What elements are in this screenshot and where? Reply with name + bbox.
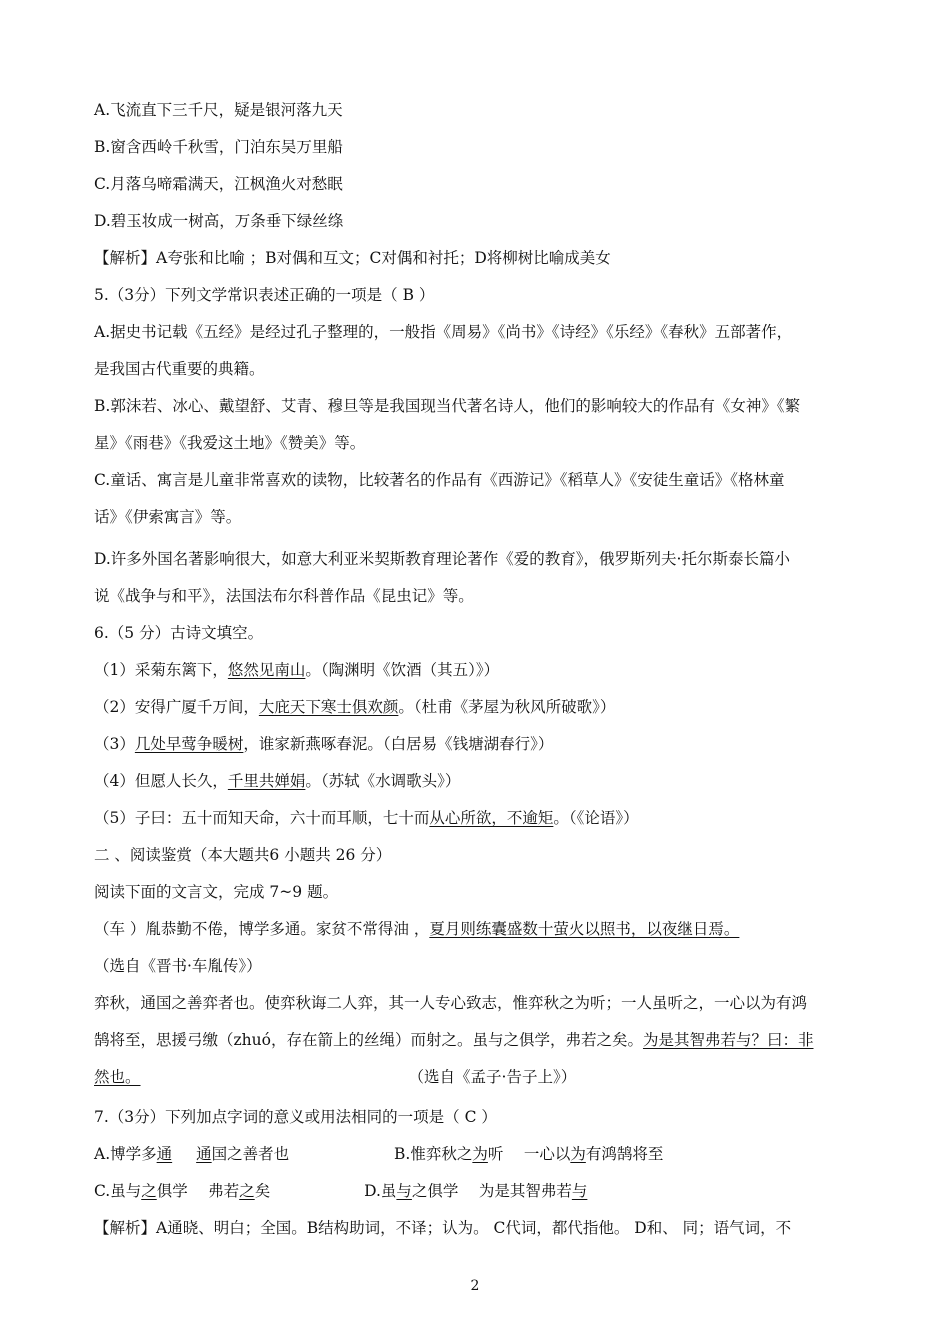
page-number: 2 [470,1278,480,1294]
passage-1-source: （选自《晋书·车胤传》） [94,957,262,975]
poem-fill-4-answer: 千里共婵娟 [227,772,306,790]
poem-fill-3-prompt: （3） [94,735,135,753]
q7-option-c [94,1182,270,1200]
poem-fill-2-answer: 大庇天下寒士俱欢颜 [258,698,399,716]
poem-fill-2-prompt: （2）安得广厦千万间， [94,698,259,716]
poem-fill-4 [94,771,460,791]
passage-1-underlined: 夏月则练囊盛数十萤火以照书，以夜继日焉。 [429,920,740,938]
poem-fill-5-answer: 从心所欲，不逾矩 [429,809,554,827]
q7-b-word2: 为 [570,1145,586,1163]
q7-option-b [394,1145,663,1163]
q7-b-word1: 为 [472,1145,488,1163]
poem-fill-3-source: ，谁家新燕啄春泥。（白居易《钱塘湖春行》） [243,735,554,753]
option-c: C.月落乌啼霜满天，江枫渔火对愁眠 [94,175,343,193]
q7-c-label: C.虽与 [94,1182,142,1200]
reading-instruction: 阅读下面的文言文，完成 7~9 题。 [94,883,339,901]
poem-fill-3 [94,734,553,754]
question-5: 5.（3分）下列文学常识表述正确的一项是（ B ） [94,286,435,304]
passage-1-text: （车 ）胤恭勤不倦，博学多通。家贫不常得油 ， [94,920,430,938]
passage-2-underlined-end: 然也。 [94,1068,141,1086]
passage-1 [94,919,739,939]
q5-option-d-line2: 说《战争与和平》，法国法布尔科普作品《昆虫记》等。 [94,587,474,605]
q7-d-word1: 与 [396,1182,412,1200]
q7-a-word2: 通 [196,1145,212,1163]
poem-fill-4-prompt: （4）但愿人长久， [94,772,228,790]
poem-fill-3-answer: 几处早莺争暖树 [134,735,244,753]
option-a: A.飞流直下三千尺，疑是银河落九天 [94,101,343,119]
poem-fill-1-source: 。（陶渊明《饮酒（其五）》） [305,661,500,679]
q7-options-ab [94,1144,663,1164]
q5-option-c-line1: C.童话、寓言是儿童非常喜欢的读物，比较著名的作品有《西游记》《稻草人》《安徒生童话》《格林童 [94,471,785,489]
q5-option-a-line2: 是我国古代重要的典籍。 [94,360,265,378]
question-7: 7.（3分）下列加点字词的意义或用法相同的一项是（ C ） [94,1108,497,1126]
q5-option-b-line1: B.郭沫若、冰心、戴望舒、艾青、穆旦等是我国现当代著名诗人，他们的影响较大的作品有《女神》《繁 [94,397,801,415]
q7-options-cd [94,1181,587,1201]
q5-option-d-line1: D.许多外国名著影响很大，如意大利亚米契斯教育理论著作《爱的教育》，俄罗斯列夫·托尔斯泰长篇小 [94,550,790,568]
q7-b-mid: 听 一心以 [487,1145,571,1163]
q7-b-rest: 有鸿鹄将至 [585,1145,664,1163]
q7-d-mid: 之俱学 为是其智弗若 [411,1182,572,1200]
passage-2-text: 鹄将至，思援弓缴（zhuó，存在箭上的丝绳）而射之。虽与之俱学，弗若之矣。 [94,1031,643,1049]
q5-option-a-line1: A.据史书记载《五经》是经过孔子整理的，一般指《周易》《尚书》《诗经》《乐经》《春秋》五部著作， [94,323,793,341]
question-6: 6.（5 分）古诗文填空。 [94,624,264,642]
q7-c-word2: 之 [239,1182,255,1200]
passage-2-source: （选自《孟子·告子上》） [408,1068,577,1086]
section-heading: 二 、阅读鉴赏（本大题共6 小题共 26 分） [94,846,392,864]
poem-fill-1-prompt: （1）采菊东篱下， [94,661,228,679]
q5-option-c-line2: 话》《伊索寓言》等。 [94,508,242,526]
poem-fill-1 [94,660,499,680]
poem-fill-1-answer: 悠然见南山 [227,661,306,679]
passage-2-line3 [94,1067,576,1087]
analysis-7: 【解析】A通晓、明白；全国。B结构助词，不译；认为。 C代词，都代指他。 D和、 同；语气词，不 [94,1219,792,1237]
q7-option-a [94,1145,289,1163]
q7-d-label: D.虽 [364,1182,397,1200]
passage-2-line1: 弈秋，通国之善弈者也。使弈秋诲二人弈，其一人专心致志，惟弈秋之为听；一人虽听之，一心以为有鸿 [94,994,808,1012]
poem-fill-5-prompt: （5）子曰：五十而知天命，六十而耳顺，七十而 [94,809,430,827]
passage-2-line2 [94,1030,813,1050]
passage-2-underlined: 为是其智弗若与？曰：非 [642,1031,814,1049]
q7-c-mid: 俱学 弗若 [156,1182,240,1200]
q7-option-d [364,1182,587,1200]
q7-d-word2: 与 [571,1182,588,1200]
option-b: B.窗含西岭千秋雪，门泊东吴万里船 [94,138,343,156]
q7-a-label: A.博学多 [94,1145,157,1163]
poem-fill-2 [94,697,615,717]
q7-c-word1: 之 [141,1182,157,1200]
analysis-4: 【解析】A夸张和比喻 ；B对偶和互文；C对偶和衬托；D将柳树比喻成美女 [94,249,611,267]
q5-option-b-line2: 星》《雨巷》《我爱这土地》《赞美》等。 [94,434,366,452]
q7-c-rest: 矣 [254,1182,271,1200]
poem-fill-4-source: 。（苏轼《水调歌头》） [305,772,461,790]
option-d: D.碧玉妆成一树高，万条垂下绿丝绦 [94,212,344,230]
q7-a-word1: 通 [156,1145,173,1163]
poem-fill-5-source: 。（《论语》） [553,809,639,827]
q7-b-label: B.惟弈秋之 [394,1145,473,1163]
poem-fill-5 [94,808,639,828]
poem-fill-2-source: 。（杜甫《茅屋为秋风所破歌》） [398,698,616,716]
q7-a-rest: 国之善者也 [211,1145,290,1163]
